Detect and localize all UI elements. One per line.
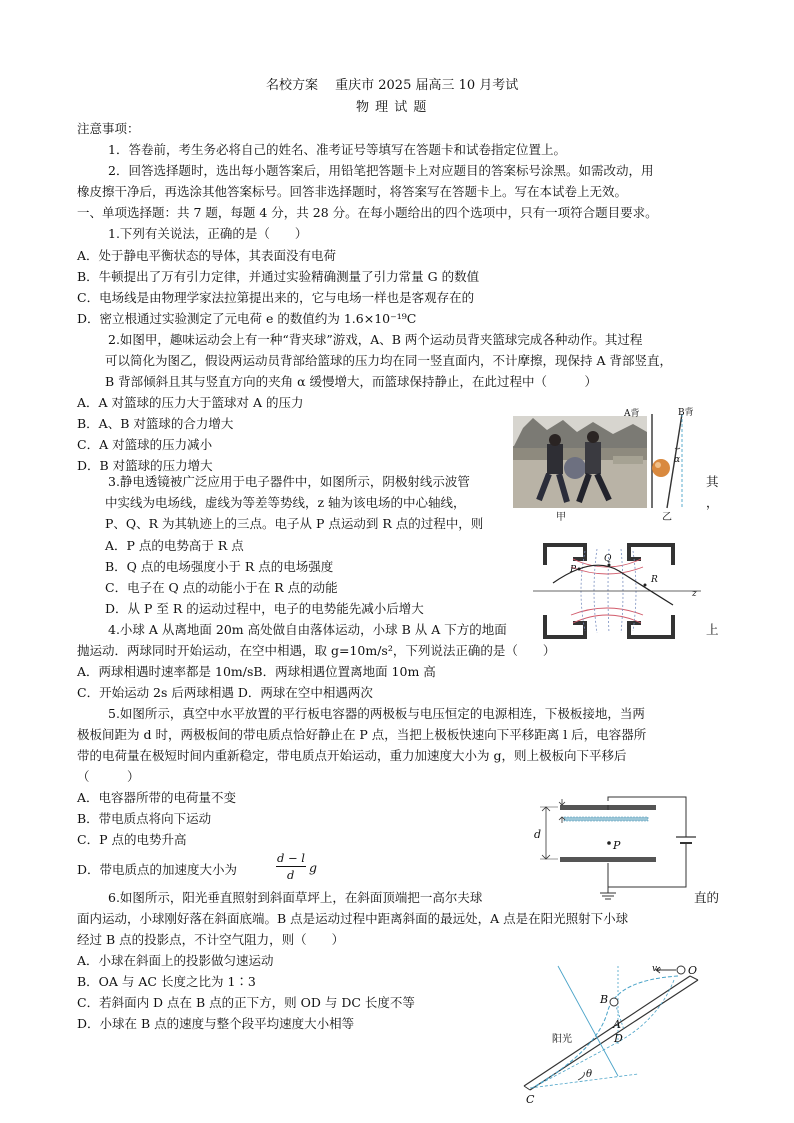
q6-option-d: D．小球在 B 点的速度与整个段平均速度大小相等 (77, 1016, 355, 1031)
q5-option-d-prefix: D．带电质点的加速度大小为 (77, 862, 238, 877)
q5-stem-4: （ ） (77, 769, 140, 784)
q2-stem-2: 可以简化为图乙，假设两运动员背部给篮球的压力均在同一竖直面内，不计摩擦，现保持 A 背部竖直， (105, 353, 672, 368)
q6-stem-1: 6.如图所示，阳光垂直照射到斜面草坪上，在斜面顶端把一高尔夫球 (108, 890, 483, 905)
q4-stem-1-tail: 上 (706, 622, 719, 637)
q4-option-cd: C．开始运动 2s 后两球相遇 D．两球在空中相遇两次 (77, 685, 373, 700)
q3-stem-3: P、Q、R 为其轨迹上的三点。电子从 P 点运动到 R 点的过程中，则 (105, 516, 484, 531)
q1-option-a: A．处于静电平衡状态的导体，其表面没有电荷 (77, 248, 337, 263)
q5-fig-label-d: d (534, 828, 542, 841)
q5-option-b: B．带电质点将向下运动 (77, 811, 212, 826)
q1-option-b: B．牛顿提出了万有引力定律，并通过实验精确测量了引力常量 G 的数值 (77, 269, 480, 284)
q3-stem-1: 3.静电透镜被广泛应用于电子器件中，如图所示，阴极射线示波管 (108, 474, 470, 489)
exam-header-title: 名校方案 重庆市 2025 届高三 10 月考试 (266, 78, 519, 93)
q4-stem-2: 抛运动．两球同时开始运动，在空中相遇，取 g=10m/s²，下列说法正确的是（ ） (77, 643, 556, 658)
notice-item-2a: 2．回答选择题时，选出每小题答案后，用铅笔把答题卡上对应题目的答案标号涂黑。如需改动，用 (108, 163, 654, 178)
q3-stem-1-tail: 其 (706, 474, 719, 489)
q5-stem-2: 极板间距为 d 时，两极板间的带电质点恰好静止在 P 点，当把上极板快速向下平移距离 l 后，电容器所 (77, 727, 647, 742)
notice-heading: 注意事项： (77, 121, 140, 136)
q5-fig-label-p: P (613, 839, 621, 852)
q6-fig-label-sunlight: 阳光 (552, 1034, 572, 1045)
q1-option-c: C．电场线是由物理学家法拉第提出来的，它与电场一样也是客观存在的 (77, 290, 475, 305)
q2-option-b: B．A、B 对篮球的合力增大 (77, 416, 234, 431)
q5-option-d-suffix: g (309, 860, 318, 875)
q3-option-d: D．从 P 至 R 的运动过程中，电子的电势能先减小后增大 (105, 601, 424, 616)
q6-stem-1-tail: 直的 (694, 890, 720, 905)
q6-option-a: A．小球在斜面上的投影做匀速运动 (77, 953, 274, 968)
q6-fig-label-o: O (688, 964, 698, 977)
q5-stem-1: 5.如图所示，真空中水平放置的平行板电容器的两极板与电压恒定的电源相连，下极板接地，当两 (108, 706, 645, 721)
q1-option-d: D．密立根通过实验测定了元电荷 e 的数值约为 1.6×10⁻¹⁹C (77, 311, 417, 326)
q2-option-d: D．B 对篮球的压力增大 (77, 458, 213, 473)
q1-stem: 1.下列有关说法，正确的是（ ） (108, 226, 308, 241)
q3-option-b: B．Q 点的电场强度小于 R 点的电场强度 (105, 559, 334, 574)
q6-fig-label-b: B (600, 993, 609, 1006)
q3-fig-label-r: R (651, 575, 658, 585)
exam-subject-title: 物 理 试 题 (356, 100, 428, 115)
q3-stem-2: 中实线为电场线，虚线为等差等势线，z 轴为该电场的中心轴线， (105, 495, 466, 510)
q3-fig-label-q: Q (604, 554, 612, 564)
q3-option-a: A．P 点的电势高于 R 点 (105, 538, 244, 553)
q2-stem-1: 2.如图甲，趣味运动会上有一种“背夹球”游戏，A、B 两个运动员背夹篮球完成各种动作。其过程 (108, 332, 643, 347)
q5-option-c: C．P 点的电势升高 (77, 832, 187, 847)
notice-item-1: 1．答卷前，考生务必将自己的姓名、准考证号等填写在答题卡和试卷指定位置上。 (108, 142, 566, 157)
section-heading: 一、单项选择题：共 7 题，每题 4 分，共 28 分。在每小题给出的四个选项中，只有一项符合题目要求。 (77, 205, 658, 220)
q6-stem-2: 面内运动，小球刚好落在斜面底端。B 点是运动过程中距离斜面的最远处，A 点是在阳光照射下小球 (77, 911, 629, 926)
q2-fig-label-yi: 乙 (662, 512, 672, 523)
q6-fig-label-a: A (613, 1018, 621, 1031)
q6-fig-label-theta: θ (586, 1069, 593, 1080)
q2-fig-label-alpha: α (674, 455, 681, 465)
q4-stem-1: 4.小球 A 从离地面 20m 高处做自由落体运动，小球 B 从 A 下方的地面 (108, 622, 507, 637)
q4-option-ab: A．两球相遇时速率都是 10m/sB．两球相遇位置离地面 10m 高 (77, 664, 436, 679)
q2-fig-label-jia: 甲 (556, 512, 566, 523)
q2-option-a: A．A 对篮球的压力大于篮球对 A 的压力 (77, 395, 304, 410)
q5-option-d-denominator: d (287, 868, 295, 882)
notice-item-2b: 橡皮擦干净后，再选涂其他答案标号。回答非选择题时，将答案写在答题卡上。写在本试卷上无效。 (77, 184, 628, 199)
q5-option-a: A．电容器所带的电荷量不变 (77, 790, 237, 805)
q6-stem-3: 经过 B 点的投影点，不计空气阻力，则（ ） (77, 932, 345, 947)
q6-fig-label-c: C (526, 1093, 535, 1106)
q6-fig-label-v0: v₀ (652, 964, 661, 974)
q3-fig-label-z: z (692, 589, 697, 599)
q3-lens-figure (533, 541, 703, 641)
q6-option-c: C．若斜面内 D 点在 B 点的正下方，则 OD 与 DC 长度不等 (77, 995, 415, 1010)
q3-stem-2-tail: ， (706, 495, 719, 510)
q3-lens-svg (533, 541, 703, 641)
q2-stem-3: B 背部倾斜且其与竖直方向的夹角 α 缓慢增大，而篮球保持静止，在此过程中（ ） (105, 374, 598, 389)
q3-option-c: C．电子在 Q 点的动能小于在 R 点的动能 (105, 580, 338, 595)
q5-option-d-numerator: d − l (277, 851, 305, 865)
q6-option-b: B．OA 与 AC 长度之比为 1∶3 (77, 974, 256, 989)
q6-fig-label-d: D (614, 1032, 623, 1045)
q2-fig-label-b-back: B背 (678, 408, 694, 418)
q3-fig-label-p: P (570, 565, 577, 575)
q5-stem-3: 带的电荷量在极短时间内重新稳定，带电质点开始运动，重力加速度大小为 g，则上极板向下平移后 (77, 748, 627, 763)
q2-option-c: C．A 对篮球的压力减小 (77, 437, 213, 452)
q2-fig-label-a-back: A背 (624, 409, 640, 419)
